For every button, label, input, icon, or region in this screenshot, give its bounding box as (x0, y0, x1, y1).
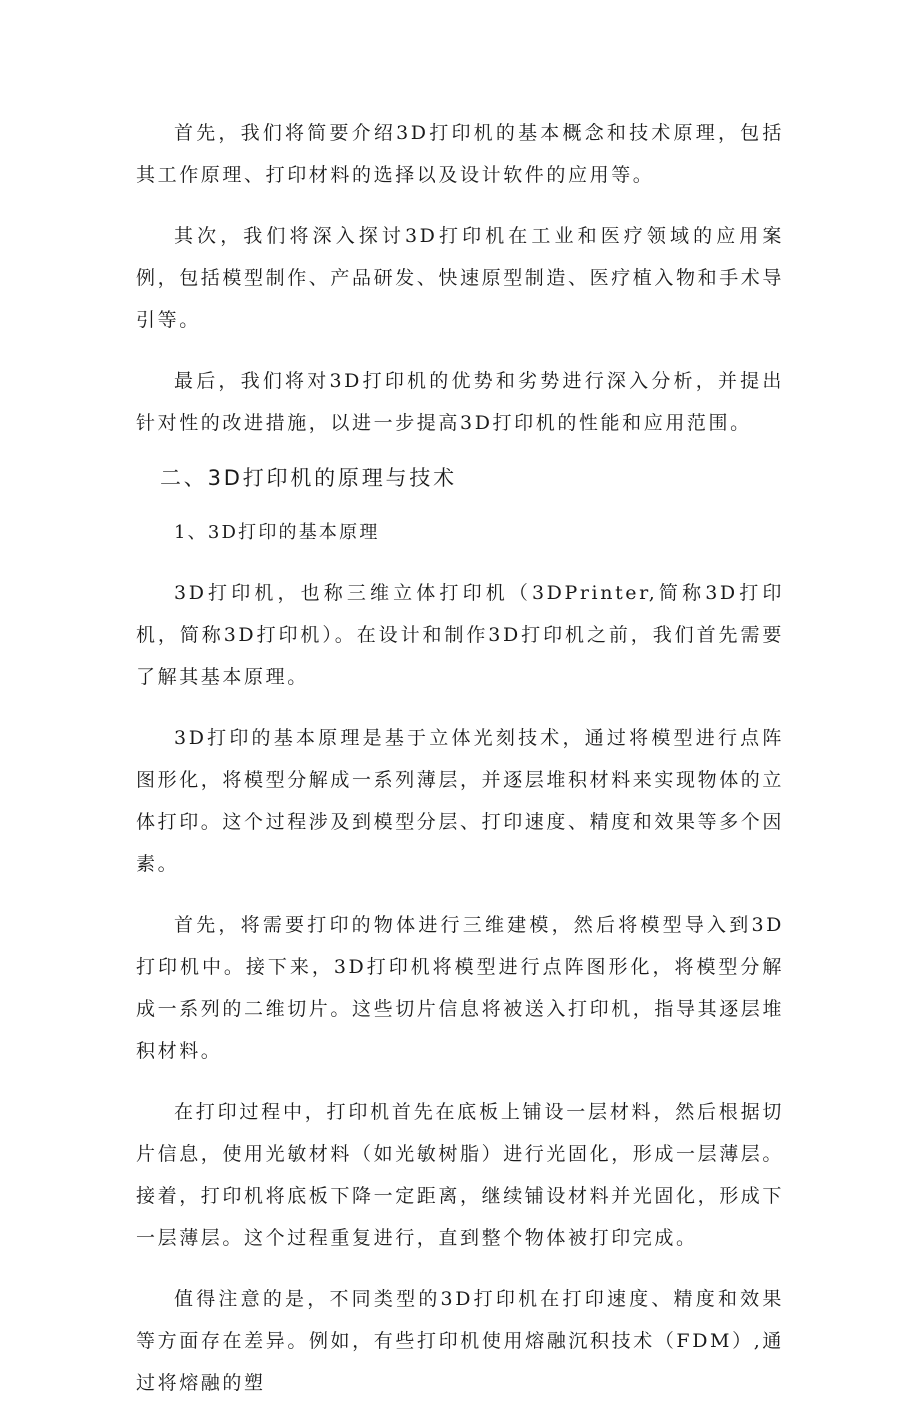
intro-paragraph-3: 最后，我们将对3D打印机的优势和劣势进行深入分析，并提出针对性的改进措施，以进一步提高3D打印机的性能和应用范围。 (136, 370, 784, 434)
subsection-heading: 1、3D打印的基本原理 (174, 522, 380, 543)
section-heading: 二、3D打印机的原理与技术 (160, 466, 457, 490)
intro-paragraph-1: 首先，我们将简要介绍3D打印机的基本概念和技术原理，包括其工作原理、打印材料的选择以及设计软件的应用等。 (136, 122, 784, 186)
body-paragraph-3: 首先，将需要打印的物体进行三维建模，然后将模型导入到3D打印机中。接下来，3D打印机将模型进行点阵图形化，将模型分解成一系列的二维切片。这些切片信息将被送入打印机，指导其逐层堆积材料。 (136, 914, 785, 1062)
body-paragraph-1: 3D打印机，也称三维立体打印机（3DPrinter,简称3D打印机，简称3D打印机）。在设计和制作3D打印机之前，我们首先需要了解其基本原理。 (136, 582, 784, 688)
intro-paragraph-2: 其次，我们将深入探讨3D打印机在工业和医疗领域的应用案例，包括模型制作、产品研发、快速原型制造、医疗植入物和手术导引等。 (136, 225, 785, 331)
document-body (136, 112, 784, 1423)
body-paragraph-2: 3D打印的基本原理是基于立体光刻技术，通过将模型进行点阵图形化，将模型分解成一系列薄层，并逐层堆积材料来实现物体的立体打印。这个过程涉及到模型分层、打印速度、精度和效果等多个因素。 (136, 727, 785, 875)
body-paragraph-5: 值得注意的是，不同类型的3D打印机在打印速度、精度和效果等方面存在差异。例如，有些打印机使用熔融沉积技术（FDM）,通过将熔融的塑 (136, 1288, 784, 1394)
body-paragraph-4: 在打印过程中，打印机首先在底板上铺设一层材料，然后根据切片信息，使用光敏材料（如光敏树脂）进行光固化，形成一层薄层。接着，打印机将底板下降一定距离，继续铺设材料并光固化，形成下一层薄层。这个过程重复进行，直到整个物体被打印完成。 (136, 1101, 785, 1249)
